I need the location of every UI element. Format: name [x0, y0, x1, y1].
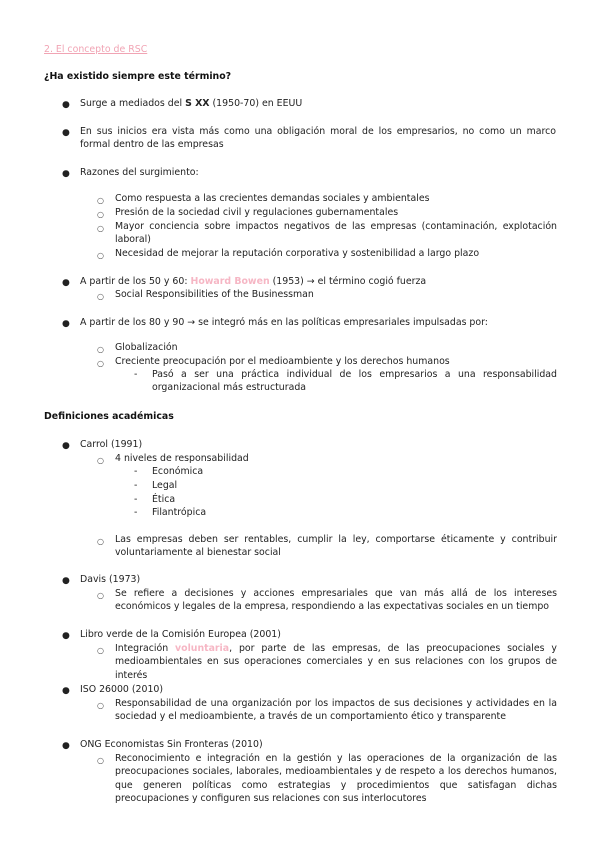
bullet-dot: ● [62, 576, 70, 586]
dash-item-level: Filantrópica [152, 507, 207, 518]
sub-item-carrol-summary: Las empresas deben ser rentables, cumplir la ley, comportarse éticamente y contribuir voluntariamente al bienestar social [115, 534, 557, 559]
bullet-dot: ● [62, 631, 70, 641]
sub-item-davis-definition: Se refiere a decisiones y acciones empresariales que van más allá de los intereses económicos y legales de la empresa, respondiendo a las expectativas sociales en un tiempo [115, 588, 557, 613]
bullet-circle: ○ [97, 345, 104, 354]
bullet-dot: ● [62, 100, 70, 110]
bullet-circle: ○ [97, 359, 104, 368]
dash-marker: - [134, 466, 138, 477]
bullet-circle: ○ [97, 251, 104, 260]
dash-marker: - [134, 507, 138, 518]
bullet-circle: ○ [97, 224, 104, 233]
dash-marker: - [134, 480, 138, 491]
sub-item-driver: Creciente preocupación por el medioambiente y los derechos humanos [115, 356, 450, 367]
sub-item-driver: Globalización [115, 342, 178, 353]
dash-marker: - [134, 494, 138, 505]
bullet-circle: ○ [97, 196, 104, 205]
sub-item-iso-definition: Responsabilidad de una organización por los impactos de sus decisiones y actividades en la sociedad y el medioambiente, a través de un comportamiento ético y transparente [115, 698, 557, 723]
heading-academic-definitions: Definiciones académicas [44, 411, 174, 422]
list-item-bowen: A partir de los 50 y 60: Howard Bowen (1953) → el término cogió fuerza [80, 276, 427, 287]
bullet-dot: ● [62, 128, 70, 138]
bullet-dot: ● [62, 278, 70, 288]
bullet-circle: ○ [97, 210, 104, 219]
sub-item-libro-definition: Integración voluntaria, por parte de las empresas, de las preocupaciones sociales y medioambientales en sus operaciones comerciales y en sus relaciones con los grupos de interés [115, 643, 557, 681]
bullet-dot: ● [62, 441, 70, 451]
dash-item-level: Económica [152, 466, 204, 477]
bullet-dot: ● [62, 319, 70, 329]
list-item-libro-verde: Libro verde de la Comisión Europea (2001) [80, 629, 281, 640]
heading-history: ¿Ha existido siempre este término? [44, 71, 232, 82]
list-item-ong: ONG Economistas Sin Fronteras (2010) [80, 739, 263, 750]
list-item-80s-90s: A partir de los 80 y 90 → se integró más en las políticas empresariales impulsadas por: [80, 317, 488, 328]
sub-item-reason: Como respuesta a las crecientes demandas sociales y ambientales [115, 193, 430, 204]
section-title-link[interactable]: 2. El concepto de RSC [44, 44, 148, 55]
bullet-circle: ○ [97, 701, 104, 710]
bullet-dot: ● [62, 686, 70, 696]
list-item-moral-obligation: En sus inicios era vista más como una obligación moral de los empresarios, no como un marco formal dentro de las empresas [80, 126, 556, 151]
bullet-circle: ○ [97, 456, 104, 465]
list-item-iso: ISO 26000 (2010) [80, 684, 164, 695]
bullet-circle: ○ [97, 537, 104, 546]
bullet-circle: ○ [97, 591, 104, 600]
list-item-davis: Davis (1973) [80, 574, 141, 585]
list-item-origin: Surge a mediados del S XX (1950-70) en EEUU [80, 98, 303, 109]
bullet-circle: ○ [97, 646, 104, 655]
bullet-dot: ● [62, 169, 70, 179]
sub-item-reason: Mayor conciencia sobre impactos negativos de las empresas (contaminación, explotación laboral) [115, 221, 557, 246]
sub-item-ong-definition: Reconocimiento e integración en la gestión y las operaciones de la organización de las preocupaciones sociales, laborales, medioambientales y de respeto a los derechos humanos, que generen políticas como estrategias y procedimientos que satisfagan dichas preocupaciones y configuren sus relaciones con sus interlocutores [115, 753, 557, 805]
bullet-circle: ○ [97, 292, 104, 301]
dash-item-structured: Pasó a ser una práctica individual de los empresarios a una responsabilidad organizacional más estructurada [152, 369, 557, 394]
list-item-reasons: Razones del surgimiento: [80, 167, 199, 178]
sub-item-levels: 4 niveles de responsabilidad [115, 453, 249, 464]
dash-item-level: Legal [152, 480, 178, 491]
bullet-circle: ○ [97, 756, 104, 765]
dash-marker: - [134, 369, 138, 380]
list-item-carrol: Carrol (1991) [80, 439, 143, 450]
sub-item-reason: Presión de la sociedad civil y regulaciones gubernamentales [115, 207, 399, 218]
dash-item-level: Ética [152, 494, 176, 505]
sub-item-reason: Necesidad de mejorar la reputación corporativa y sostenibilidad a largo plazo [115, 248, 480, 259]
bullet-dot: ● [62, 741, 70, 751]
sub-item-book: Social Responsibilities of the Businessman [115, 289, 314, 300]
